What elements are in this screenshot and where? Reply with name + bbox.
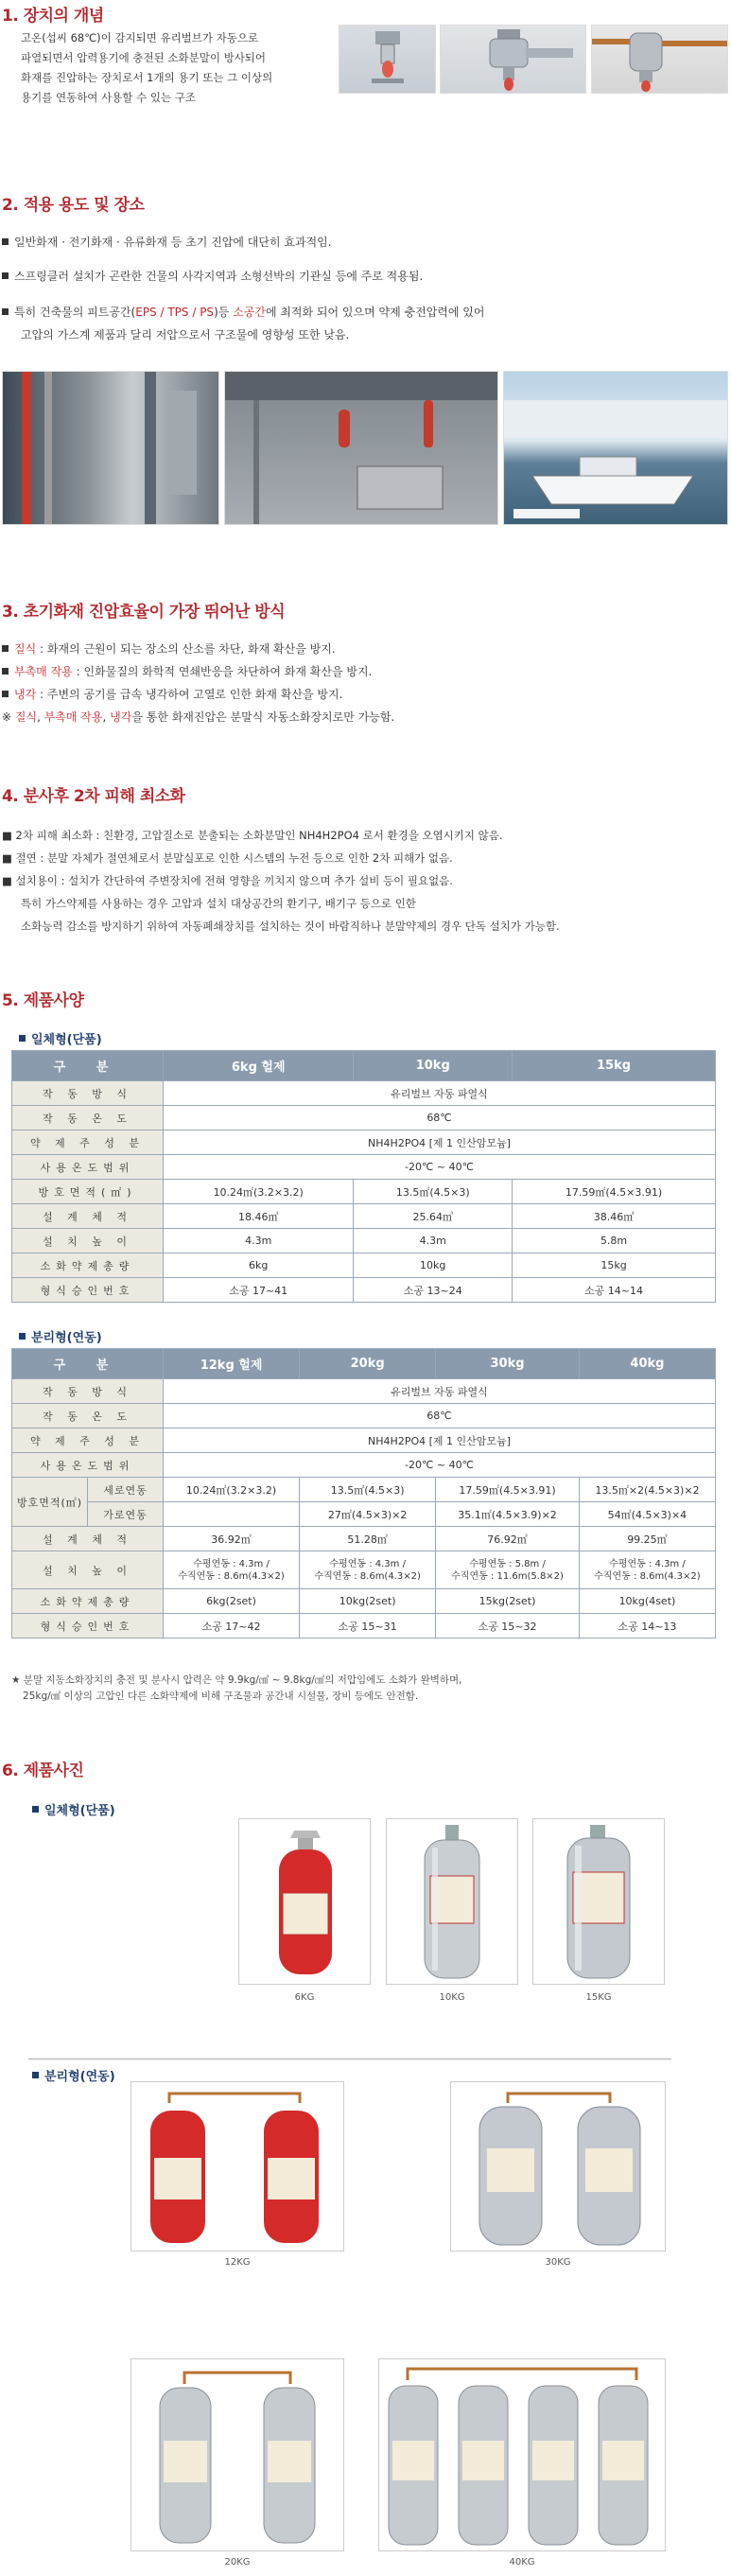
cell-line: 수평연동 : 4.3m / bbox=[609, 1558, 686, 1569]
method-key: 질식 bbox=[14, 710, 38, 724]
method-key: 부촉매 작용 bbox=[44, 710, 103, 724]
product-caption: 15KG bbox=[585, 1992, 612, 2003]
table-cell: 5.8m bbox=[513, 1229, 716, 1253]
table-header: 구 분 bbox=[12, 1349, 164, 1379]
product-photo-6kg bbox=[238, 1818, 371, 1985]
table-header: 40kg bbox=[579, 1349, 715, 1379]
note-sep: , bbox=[102, 710, 111, 724]
table-header: 12kg 헐제 bbox=[164, 1349, 300, 1379]
sprinkler-photo-1 bbox=[339, 25, 436, 94]
subtitle-text: 분리형(연동) bbox=[44, 2070, 115, 2084]
photos-subtitle-single bbox=[32, 1800, 115, 1818]
table-header: 15kg bbox=[513, 1051, 716, 1081]
bullet-icon bbox=[19, 1333, 26, 1340]
product-photo-10kg bbox=[386, 1818, 518, 1985]
table-cell: 13.5㎡(4.5×3) bbox=[354, 1180, 513, 1204]
method-key: 질식 bbox=[14, 642, 37, 656]
application-item bbox=[2, 304, 484, 320]
row-label: 사용온도범위 bbox=[12, 1155, 164, 1180]
table-cell: NH4H2PO4 [제 1 인산암모늄] bbox=[164, 1428, 716, 1453]
table-row bbox=[12, 1453, 716, 1478]
table-header: 20kg bbox=[300, 1349, 436, 1379]
table-row bbox=[12, 1180, 716, 1204]
table-cell: 35.1㎡(4.5×3.9)×2 bbox=[436, 1502, 580, 1527]
bullet-icon bbox=[2, 238, 9, 245]
minimize-line: ■ 절연 : 분말 자체가 절연체로서 분말실포로 인한 시스템의 누전 등으로 인한 2차 피해가 없음. bbox=[2, 851, 453, 865]
bullet-icon bbox=[2, 272, 9, 279]
table-cell: 99.25㎥ bbox=[579, 1527, 715, 1551]
table-cell: NH4H2PO4 [제 1 인산암모늄] bbox=[164, 1130, 716, 1155]
method-item bbox=[2, 663, 372, 679]
method-desc: : 인화물질의 화학적 연쇄반응을 차단하여 화재 확산을 방지. bbox=[72, 665, 373, 678]
row-label: 방호면적(㎡) bbox=[12, 1478, 88, 1527]
table-cell: 13.5㎡×2(4.5×3)×2 bbox=[579, 1478, 715, 1502]
table-cell: 51.28㎥ bbox=[300, 1527, 436, 1551]
table-cell: 소공 14~14 bbox=[513, 1278, 716, 1303]
spec-subtitle-linked bbox=[19, 1327, 102, 1345]
table-cell: 27㎡(4.5×3)×2 bbox=[300, 1502, 436, 1527]
table-row bbox=[12, 1527, 716, 1551]
product-photo-15kg bbox=[532, 1818, 665, 1985]
row-label: 소화약제총량 bbox=[12, 1589, 164, 1614]
row-label: 형식승인번호 bbox=[12, 1614, 164, 1638]
product-photo-30kg bbox=[450, 2081, 666, 2252]
table-row bbox=[12, 1081, 716, 1106]
cell-line: 수평연동 : 4.3m / bbox=[193, 1558, 270, 1569]
row-label: 약 제 주 성 분 bbox=[12, 1130, 164, 1155]
bullet-icon bbox=[32, 1806, 39, 1813]
note-sep: , bbox=[37, 710, 44, 724]
bullet-icon bbox=[2, 308, 9, 315]
row-label: 작 동 온 도 bbox=[12, 1404, 164, 1428]
table-row bbox=[12, 1204, 716, 1229]
section-title-application: 2. 적용 용도 및 장소 bbox=[2, 196, 145, 215]
product-caption: 20KG bbox=[224, 2557, 251, 2567]
cell-line: 수직연동 : 11.6m(5.8×2) bbox=[451, 1570, 564, 1582]
minimize-line: ■ 설치용이 : 설치가 간단하여 주변장치에 전혀 영향을 끼치지 않으며 추가 설비 등이 필요없음. bbox=[2, 874, 453, 887]
table-header: 구 분 bbox=[12, 1051, 164, 1081]
table-row bbox=[12, 1155, 716, 1180]
application-text: )등 bbox=[214, 306, 234, 319]
bullet-icon bbox=[2, 691, 9, 697]
table-cell: 6kg(2set) bbox=[164, 1589, 300, 1614]
product-caption: 6KG bbox=[294, 1992, 315, 2003]
table-row bbox=[12, 1106, 716, 1130]
section-title-method: 3. 초기화재 진압효율이 가장 뛰어난 방식 bbox=[2, 603, 286, 622]
table-cell: 18.46㎥ bbox=[164, 1204, 354, 1229]
table-cell: 10.24㎡(3.2×3.2) bbox=[164, 1478, 300, 1502]
spec-table-single bbox=[11, 1050, 716, 1303]
row-label: 작 동 온 도 bbox=[12, 1106, 164, 1130]
table-cell: 68℃ bbox=[164, 1106, 716, 1130]
marina-boat-photo bbox=[503, 371, 728, 525]
highlight-text: 소공간 bbox=[233, 306, 266, 319]
table-cell: 10.24㎡(3.2×3.2) bbox=[164, 1180, 354, 1204]
note-line: ★ 분말 지동소화장치의 충전 및 분사시 압력은 약 9.9kg/㎠ ~ 9.8kg/㎠의 저압임에도 소화가 완벽하며, bbox=[11, 1674, 462, 1686]
concept-line: 화재를 진압하는 장치로서 1개의 용기 또는 그 이상의 bbox=[21, 71, 273, 84]
product-caption: 12KG bbox=[224, 2257, 251, 2268]
table-cell: 38.46㎥ bbox=[513, 1204, 716, 1229]
method-item bbox=[2, 686, 342, 702]
table-row bbox=[12, 1614, 716, 1638]
bullet-icon bbox=[32, 2072, 39, 2078]
bullet-icon bbox=[2, 645, 9, 652]
concept-text bbox=[21, 28, 272, 108]
table-cell: 유리벌브 자동 파열식 bbox=[164, 1081, 716, 1106]
method-key: 냉각 bbox=[14, 688, 37, 701]
product-caption: 30KG bbox=[545, 2257, 571, 2268]
table-row bbox=[12, 1478, 716, 1502]
minimize-line: 소화능력 감소를 방지하기 위하여 자동폐쇄장치를 설치하는 것이 바람직하나 분말약제의 경우 단독 설치가 가능함. bbox=[21, 920, 560, 933]
table-cell bbox=[164, 1502, 300, 1527]
table-row bbox=[12, 1551, 716, 1589]
application-item bbox=[2, 268, 423, 284]
note-line: 25kg/㎠ 이상의 고압인 다른 소화약제에 비해 구조물과 공간내 시설물, 장비 등에도 안전함. bbox=[23, 1691, 419, 1702]
cell-line: 수직연동 : 8.6m(4.3×2) bbox=[594, 1570, 701, 1582]
subtitle-text: 분리형(연동) bbox=[31, 1331, 102, 1345]
cell-line: 수직연동 : 8.6m(4.3×2) bbox=[314, 1570, 421, 1582]
concept-line: 고온(섭씨 68℃)이 감지되면 유리벌브가 자동으로 bbox=[21, 31, 259, 44]
row-label: 약 제 주 성 분 bbox=[12, 1428, 164, 1453]
product-photo-40kg bbox=[378, 2358, 666, 2551]
pit-space-photo bbox=[2, 371, 219, 525]
cell-line: 수평연동 : 5.8m / bbox=[469, 1558, 546, 1569]
table-cell: 소공 13~24 bbox=[354, 1278, 513, 1303]
subtitle-text: 일체형(단품) bbox=[31, 1033, 102, 1047]
table-cell: 4.3m bbox=[164, 1229, 354, 1253]
table-cell bbox=[436, 1551, 580, 1589]
application-text: 특히 건축물의 피트공간( bbox=[14, 306, 136, 319]
table-cell: 54㎡(4.5×3)×4 bbox=[579, 1502, 715, 1527]
row-label: 설 치 높 이 bbox=[12, 1551, 164, 1589]
table-cell: 13.5㎡(4.5×3) bbox=[300, 1478, 436, 1502]
table-cell: 76.92㎥ bbox=[436, 1527, 580, 1551]
row-label: 형식승인번호 bbox=[12, 1278, 164, 1303]
highlight-text: EPS / TPS / PS bbox=[135, 306, 215, 319]
table-cell: 10kg(4set) bbox=[579, 1589, 715, 1614]
bullet-icon bbox=[2, 668, 9, 675]
table-cell: 유리벌브 자동 파열식 bbox=[164, 1379, 716, 1404]
spec-table-linked bbox=[11, 1348, 716, 1638]
bullet-icon bbox=[19, 1035, 26, 1042]
section-title-spec: 5. 제품사양 bbox=[2, 991, 84, 1010]
table-cell: 15kg(2set) bbox=[436, 1589, 580, 1614]
table-cell: 36.92㎥ bbox=[164, 1527, 300, 1551]
row-sublabel: 세로연동 bbox=[88, 1478, 164, 1502]
table-row bbox=[12, 1229, 716, 1253]
table-row bbox=[12, 1130, 716, 1155]
row-label: 방호면적(㎡) bbox=[12, 1180, 164, 1204]
application-text: 에 최적화 되어 있으며 약제 충전압력에 있어 bbox=[265, 306, 485, 319]
table-row bbox=[12, 1428, 716, 1453]
method-desc: : 화재의 근원이 되는 장소의 산소를 차단, 화재 확산을 방지. bbox=[36, 642, 336, 656]
table-cell bbox=[300, 1551, 436, 1589]
application-text: 일반화재 · 전기화재 · 유류화재 등 초기 진압에 대단히 효과적임. bbox=[14, 236, 332, 249]
method-key: 냉각 bbox=[110, 710, 132, 724]
sprinkler-photo-2 bbox=[440, 25, 586, 94]
section-title-photos: 6. 제품사진 bbox=[2, 1761, 84, 1780]
subtitle-text: 일체형(단품) bbox=[44, 1804, 115, 1818]
table-cell: 10kg(2set) bbox=[300, 1589, 436, 1614]
row-label: 사용온도범위 bbox=[12, 1453, 164, 1478]
application-item bbox=[2, 234, 332, 250]
table-header-row bbox=[12, 1051, 716, 1081]
photos-subtitle-linked bbox=[32, 2066, 115, 2084]
row-label: 설 치 높 이 bbox=[12, 1229, 164, 1253]
product-photo-20kg bbox=[131, 2358, 344, 2551]
section-title-minimize: 4. 분사후 2차 피해 최소화 bbox=[2, 787, 185, 806]
table-cell bbox=[579, 1551, 715, 1589]
row-label: 설 계 체 적 bbox=[12, 1204, 164, 1229]
row-label: 설 계 체 적 bbox=[12, 1527, 164, 1551]
minimize-line: 특히 가스약제를 사용하는 경우 고압과 설치 대상공간의 환기구, 배기구 등으로 인한 bbox=[21, 897, 416, 910]
row-label: 작 동 방 식 bbox=[12, 1379, 164, 1404]
method-item bbox=[2, 640, 336, 657]
cell-line: 수직연동 : 8.6m(4.3×2) bbox=[178, 1570, 285, 1582]
table-cell: 17.59㎡(4.5×3.91) bbox=[436, 1478, 580, 1502]
table-cell: 소공 15~32 bbox=[436, 1614, 580, 1638]
table-cell: 17.59㎡(4.5×3.91) bbox=[513, 1180, 716, 1204]
row-label: 작 동 방 식 bbox=[12, 1081, 164, 1106]
table-cell: 6kg bbox=[164, 1253, 354, 1278]
table-row bbox=[12, 1278, 716, 1303]
table-cell: 25.64㎥ bbox=[354, 1204, 513, 1229]
product-caption: 40KG bbox=[509, 2557, 535, 2567]
table-cell: 15kg bbox=[513, 1253, 716, 1278]
ceiling-install-photo bbox=[224, 371, 498, 525]
table-cell: 소공 17~41 bbox=[164, 1278, 354, 1303]
sprinkler-photo-3 bbox=[591, 25, 728, 94]
table-cell: 4.3m bbox=[354, 1229, 513, 1253]
product-caption: 10KG bbox=[439, 1992, 465, 2003]
note-text: 을 통한 화재진압은 분말식 자동소화장치로만 가능함. bbox=[131, 710, 395, 724]
table-cell bbox=[164, 1551, 300, 1589]
table-row bbox=[12, 1253, 716, 1278]
pressure-note bbox=[11, 1673, 461, 1705]
table-cell: 소공 14~13 bbox=[579, 1614, 715, 1638]
table-header: 10kg bbox=[354, 1051, 513, 1081]
application-item-cont: 고압의 가스계 제품과 달리 저압으로서 구조물에 영향성 또한 낮음. bbox=[21, 328, 350, 342]
row-sublabel: 가로연동 bbox=[88, 1502, 164, 1527]
table-cell: 10kg bbox=[354, 1253, 513, 1278]
concept-line: 파열되면서 압력용기에 충전된 소화분말이 방사되어 bbox=[21, 51, 267, 64]
table-row bbox=[12, 1589, 716, 1614]
application-text: 스프링클러 설치가 곤란한 건물의 사각지역과 소형선박의 기관실 등에 주로 적용됨. bbox=[14, 270, 424, 283]
table-row bbox=[12, 1379, 716, 1404]
note-mark: ※ bbox=[2, 710, 15, 724]
minimize-line: ■ 2차 피해 최소화 : 친환경, 고압질소로 분출되는 소화분말인 NH4H2PO4 로서 환경을 오염시키지 않음. bbox=[2, 829, 503, 842]
method-desc: : 주변의 공기를 급속 냉각하여 고열로 인한 화재 확산을 방지. bbox=[36, 688, 343, 701]
method-note bbox=[2, 709, 394, 725]
table-header-row bbox=[12, 1349, 716, 1379]
table-cell: -20℃ ~ 40℃ bbox=[164, 1453, 716, 1478]
table-header: 30kg bbox=[436, 1349, 580, 1379]
row-label: 소화약제총량 bbox=[12, 1253, 164, 1278]
concept-line: 용기를 연동하여 사용할 수 있는 구조 bbox=[21, 91, 196, 104]
table-header: 6kg 헐제 bbox=[164, 1051, 354, 1081]
table-row bbox=[12, 1404, 716, 1428]
table-cell: 68℃ bbox=[164, 1404, 716, 1428]
table-cell: 소공 15~31 bbox=[300, 1614, 436, 1638]
table-cell: -20℃ ~ 40℃ bbox=[164, 1155, 716, 1180]
spec-subtitle-single bbox=[19, 1029, 102, 1047]
cell-line: 수평연동 : 4.3m / bbox=[329, 1558, 406, 1569]
section-title-concept: 1. 장치의 개념 bbox=[2, 7, 104, 26]
method-key: 부촉매 작용 bbox=[14, 665, 73, 678]
table-cell: 소공 17~42 bbox=[164, 1614, 300, 1638]
product-photo-12kg bbox=[131, 2081, 344, 2252]
table-row bbox=[12, 1502, 716, 1527]
